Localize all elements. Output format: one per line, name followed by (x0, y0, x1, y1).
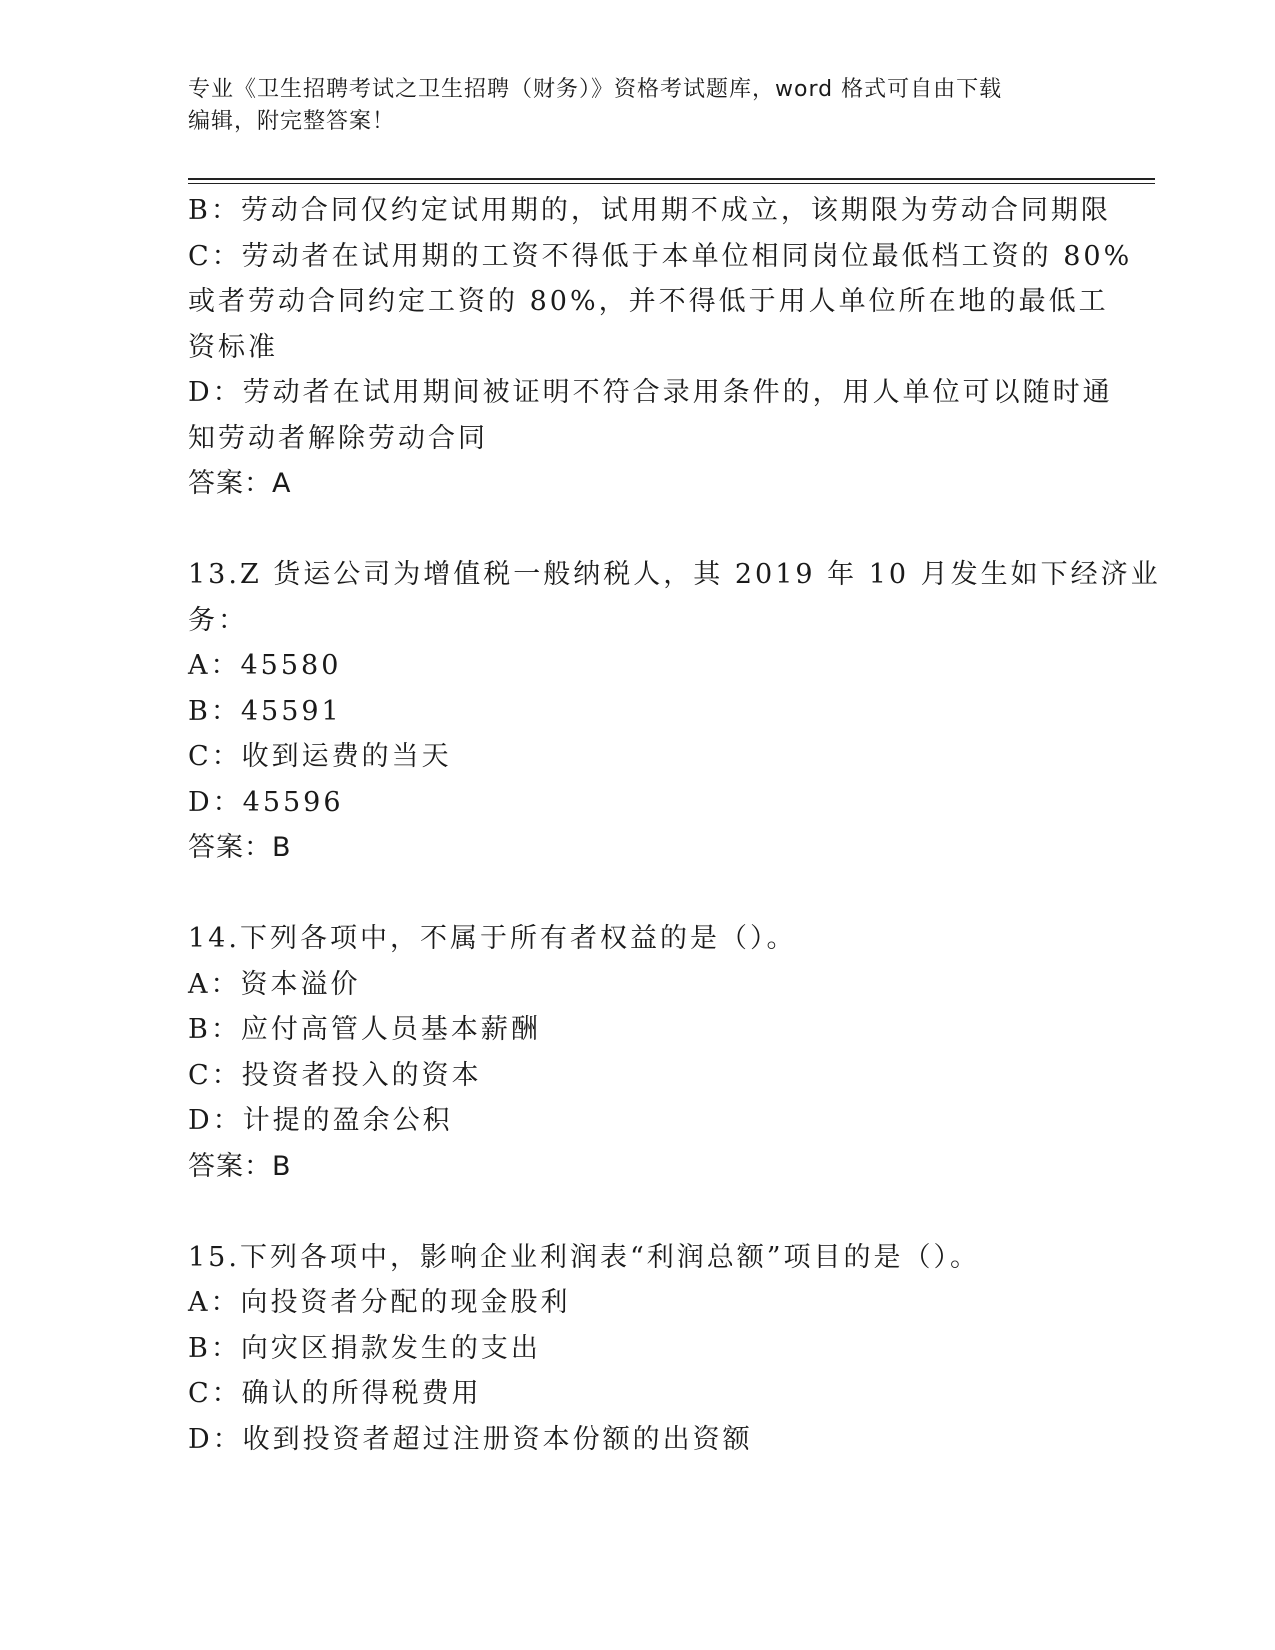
question-14 (188, 916, 1088, 1189)
q12-option-d-line-1: D：劳动者在试用期间被证明不符合录用条件的，用人单位可以随时通 (188, 377, 1113, 408)
header-divider-thick (188, 178, 1155, 180)
q15-option-d: D：收到投资者超过注册资本份额的出资额 (188, 1423, 753, 1455)
question-12 (188, 188, 1133, 507)
q12-option-c-line-1: C：劳动者在试用期的工资不得低于本单位相同岗位最低档工资的 80% (188, 240, 1133, 272)
spacer (188, 507, 1088, 553)
q15-option-a: A：向投资者分配的现金股利 (188, 1287, 571, 1318)
q12-option-b: B：劳动合同仅约定试用期的，试用期不成立，该期限为劳动合同期限 (188, 195, 1111, 226)
header-divider-thin (188, 183, 1155, 184)
spacer (188, 871, 1088, 917)
spacer (188, 1189, 1088, 1235)
q12-option-c-line-3: 资标准 (188, 331, 278, 363)
q13-option-d: D：45596 (188, 786, 344, 818)
q13-option-b: B：45591 (188, 695, 342, 727)
q14-option-a: A：资本溢价 (188, 968, 361, 1000)
q13-option-c: C：收到运费的当天 (188, 741, 452, 772)
q13-answer: 答案：B (188, 832, 292, 863)
question-15 (188, 1235, 1088, 1463)
q15-option-b: B：向灾区捐款发生的支出 (188, 1332, 541, 1364)
q14-option-c: C：投资者投入的资本 (188, 1059, 482, 1091)
header-line-1: 专业《卫生招聘考试之卫生招聘（财务）》资格考试题库，word 格式可自由下载 (188, 77, 1003, 102)
question-content (188, 188, 1161, 1462)
q13-question-line-2: 务： (188, 604, 248, 636)
document-header (188, 74, 1088, 138)
q14-option-d: D：计提的盈余公积 (188, 1105, 453, 1136)
q14-question: 14.下列各项中，不属于所有者权益的是（）。 (188, 923, 797, 954)
q12-option-d-line-2: 知劳动者解除劳动合同 (188, 422, 488, 454)
question-13 (188, 552, 1161, 871)
q12-option-c-line-2: 或者劳动合同约定工资的 80%，并不得低于用人单位所在地的最低工 (188, 286, 1109, 317)
q13-option-a: A：45580 (188, 650, 342, 681)
q14-answer: 答案：B (188, 1150, 292, 1182)
q15-question: 15.下列各项中，影响企业利润表“利润总额”项目的是（）。 (188, 1241, 981, 1273)
q13-question-line-1: 13.Z 货运公司为增值税一般纳税人，其 2019 年 10 月发生如下经济业 (188, 559, 1161, 590)
q15-option-c: C：确认的所得税费用 (188, 1378, 482, 1409)
header-line-2: 编辑，附完整答案！ (188, 109, 396, 134)
q14-option-b: B：应付高管人员基本薪酬 (188, 1014, 541, 1045)
q12-answer: 答案：A (188, 468, 292, 499)
